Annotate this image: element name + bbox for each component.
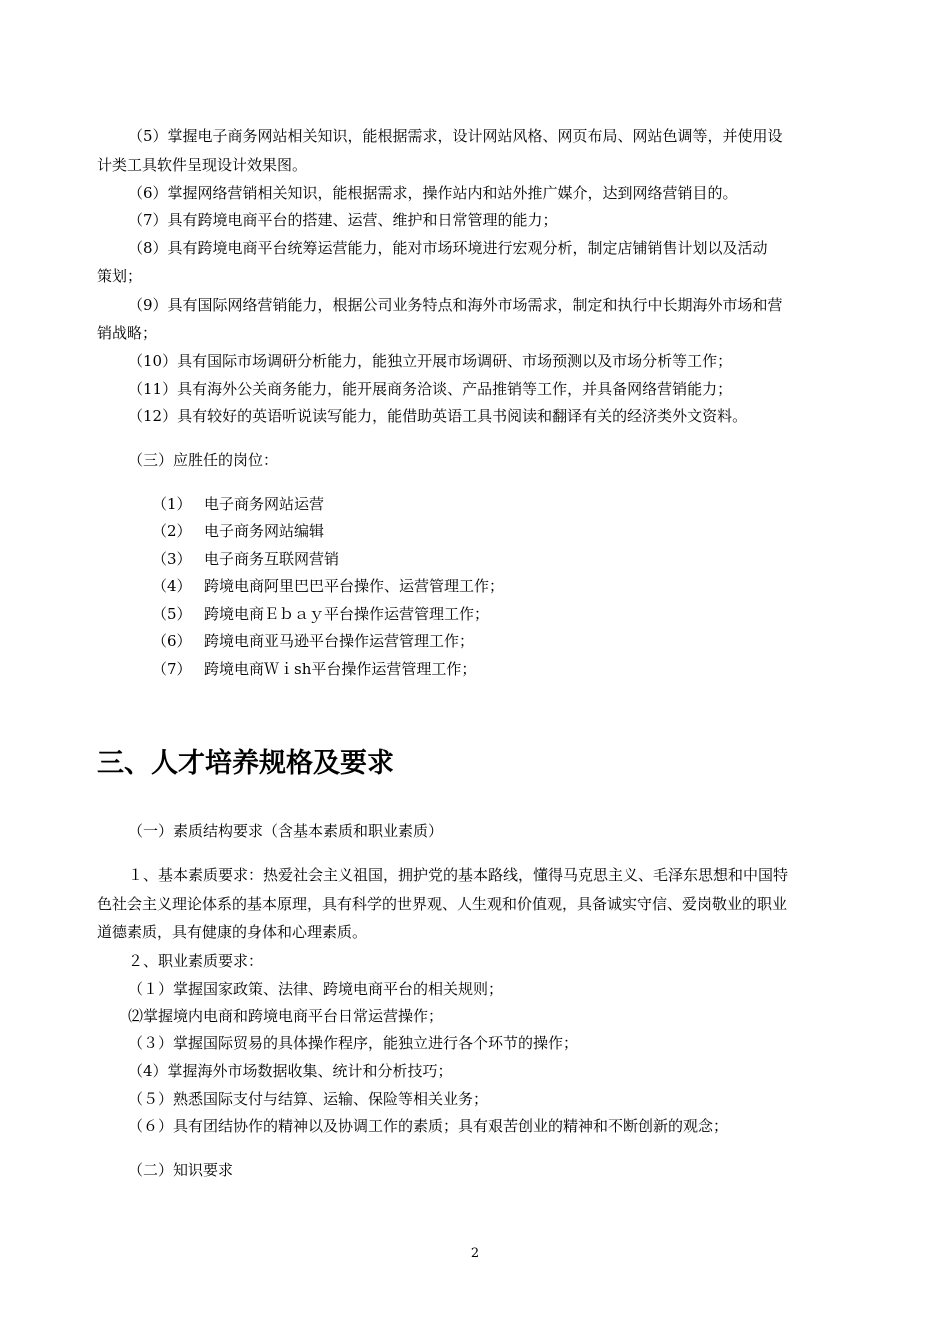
paragraph-line: （7）具有跨境电商平台的搭建、运营、维护和日常管理的能力； [128, 211, 558, 229]
paragraph-line: 色社会主义理论体系的基本原理，具有科学的世界观、人生观和价值观，具备诚实守信、爱岗敬业的职业 [97, 895, 788, 913]
positions-title: （三）应胜任的岗位： [128, 451, 279, 469]
paragraph-line: １、基本素质要求：热爱社会主义祖国，拥护党的基本路线，懂得马克思主义、毛泽东思想和中国特 [128, 866, 789, 884]
list-item: （３）掌握国际贸易的具体操作程序，能独立进行各个环节的操作； [128, 1034, 579, 1052]
position-number: （1） [152, 495, 192, 513]
position-item [152, 604, 489, 624]
section-heading: 三、人才培养规格及要求 [97, 748, 394, 779]
paragraph-line: （5）掌握电子商务网站相关知识，能根据需求，设计网站风格、网页布局、网站色调等，并使用设 [128, 127, 783, 145]
position-number: （4） [152, 577, 192, 595]
position-item [152, 576, 504, 596]
paragraph-line: ２、职业素质要求： [128, 952, 264, 970]
position-text: 跨境电商Ｗｉsh平台操作运营管理工作； [204, 660, 477, 678]
paragraph-line: （9）具有国际网络营销能力，根据公司业务特点和海外市场需求，制定和执行中长期海外市场和营 [128, 296, 783, 314]
paragraph-line: 销战略； [97, 324, 158, 342]
position-item [152, 494, 324, 514]
position-item [152, 549, 339, 569]
paragraph-line: （8）具有跨境电商平台统筹运营能力，能对市场环境进行宏观分析，制定店铺销售计划以及活动 [128, 239, 768, 257]
position-item [152, 521, 324, 541]
position-text: 电子商务网站编辑 [204, 522, 325, 540]
paragraph-line: 计类工具软件呈现设计效果图。 [97, 156, 308, 174]
paragraph-line: （12）具有较好的英语听说读写能力，能借助英语工具书阅读和翻译有关的经济类外文资料。 [128, 407, 748, 425]
position-item [152, 659, 476, 679]
position-number: （5） [152, 605, 192, 623]
list-item: ⑵掌握境内电商和跨境电商平台日常运营操作； [128, 1007, 444, 1025]
position-text: 跨境电商亚马逊平台操作运营管理工作； [204, 632, 475, 650]
paragraph-line: 策划； [97, 267, 143, 285]
position-text: 电子商务网站运营 [204, 495, 325, 513]
position-item [152, 631, 474, 651]
position-text: 跨境电商阿里巴巴平台操作、运营管理工作； [204, 577, 505, 595]
paragraph-line: 道德素质，具有健康的身体和心理素质。 [97, 923, 368, 941]
paragraph-line: （11）具有海外公关商务能力，能开展商务洽谈、产品推销等工作，并具备网络营销能力； [128, 380, 733, 398]
list-item: （６）具有团结协作的精神以及协调工作的素质；具有艰苦创业的精神和不断创新的观念； [128, 1117, 729, 1135]
position-text: 电子商务互联网营销 [204, 550, 340, 568]
quality-title: （一）素质结构要求（含基本素质和职业素质） [128, 822, 444, 840]
list-item: （4）掌握海外市场数据收集、统计和分析技巧； [128, 1062, 453, 1080]
knowledge-title: （二）知识要求 [128, 1161, 234, 1179]
position-number: （6） [152, 632, 192, 650]
paragraph-line: （10）具有国际市场调研分析能力，能独立开展市场调研、市场预测以及市场分析等工作； [128, 352, 733, 370]
list-item: （５）熟悉国际支付与结算、运输、保险等相关业务； [128, 1090, 489, 1108]
list-item: （１）掌握国家政策、法律、跨境电商平台的相关规则； [128, 980, 504, 998]
position-number: （3） [152, 550, 192, 568]
paragraph-line: （6）掌握网络营销相关知识，能根据需求，操作站内和站外推广媒介，达到网络营销目的。 [128, 184, 738, 202]
position-number: （2） [152, 522, 192, 540]
position-text: 跨境电商Ｅｂａｙ平台操作运营管理工作； [204, 605, 490, 623]
position-number: （7） [152, 660, 192, 678]
page-number: 2 [470, 1246, 480, 1261]
